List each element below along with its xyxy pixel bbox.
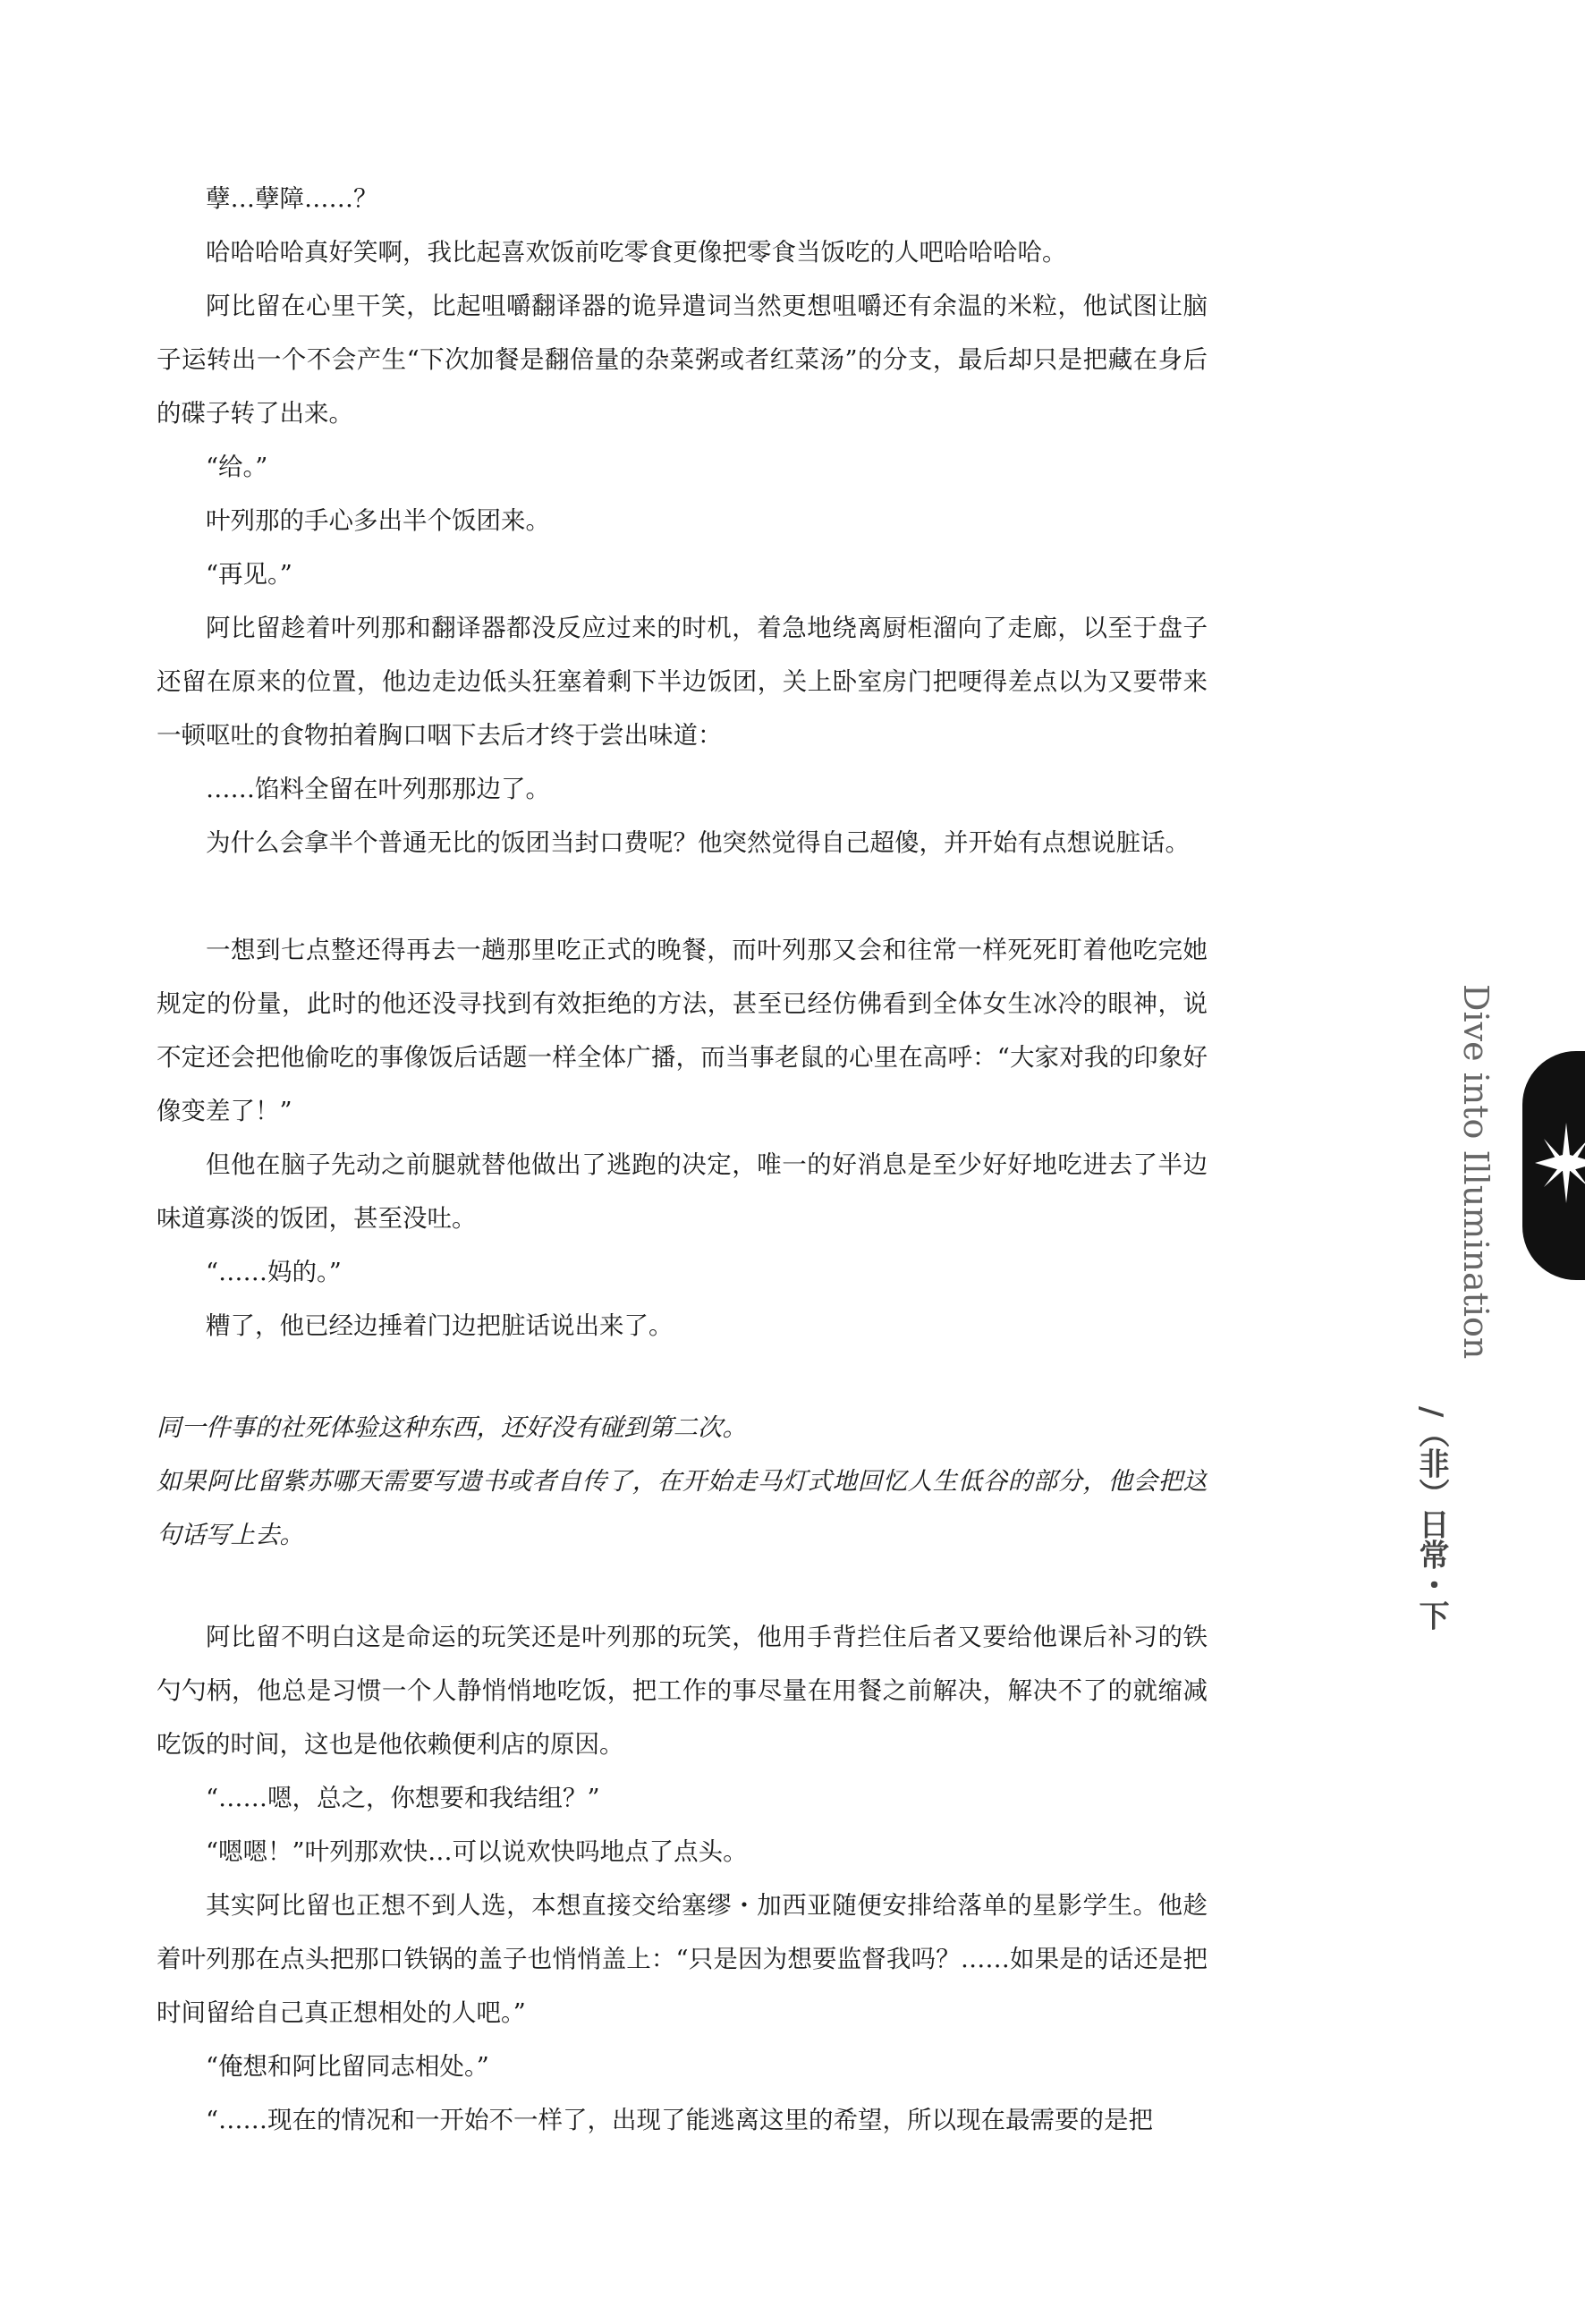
paragraph: 为什么会拿半个普通无比的饭团当封口费呢？他突然觉得自己超傻，并开始有点想说脏话。 xyxy=(206,828,1190,857)
paragraph: 孽…孽障……？ xyxy=(206,184,378,213)
paragraph: “嗯嗯！”叶列那欢快…可以说欢快吗地点了点头。 xyxy=(206,1837,748,1866)
starburst-icon xyxy=(1535,1123,1585,1203)
paragraph: 如果阿比留紫苏哪天需要写遗书或者自传了，在开始走马灯式地回忆人生低谷的部分，他会把这句话写上去。 xyxy=(157,1467,1208,1549)
section-gap xyxy=(157,1353,1208,1401)
paragraph: 同一件事的社死体验这种东西，还好没有碰到第二次。 xyxy=(157,1413,747,1442)
paragraph: “再见。” xyxy=(206,560,292,589)
text-block-2 xyxy=(157,1610,1208,2147)
paragraph: 阿比留趁着叶列那和翻译器都没反应过来的时机，着急地绕离厨柜溜向了走廊，以至于盘子还留在原来的位置，他边走边低头狂塞着剩下半边饭团，关上卧室房门把哽得差点以为又要带来一顿呕吐的食物拍着胸口咽下去后才终于尝出味道： xyxy=(157,614,1208,750)
paragraph: 阿比留不明白这是命运的玩笑还是叶列那的玩笑，他用手背拦住后者又要给他课后补习的铁勺勺柄，他总是习惯一个人静悄悄地吃饭，把工作的事尽量在用餐之前解决，解决不了的就缩减吃饭的时间，这也是他依赖便利店的原因。 xyxy=(157,1623,1208,1759)
text-block-1 xyxy=(157,172,1208,1353)
chapter-tab xyxy=(1522,1051,1585,1280)
paragraph: ……馅料全留在叶列那那边了。 xyxy=(206,775,550,803)
paragraph: 其实阿比留也正想不到人选，本想直接交给塞缪・加西亚随便安排给落单的星影学生。他趁着叶列那在点头把那口铁锅的盖子也悄悄盖上：“只是因为想要监督我吗？……如果是的话还是把时间留给自己真正想相处的人吧。” xyxy=(157,1891,1208,2027)
paragraph: 糟了，他已经边捶着门边把脏话说出来了。 xyxy=(206,1311,674,1340)
side-book-title: Dive into Illumination xyxy=(1456,984,1496,1360)
paragraph: “俺想和阿比留同志相处。” xyxy=(206,2052,489,2081)
paragraph: 但他在脑子先动之前腿就替他做出了逃跑的决定，唯一的好消息是至少好好地吃进去了半边味道寡淡的饭团，甚至没吐。 xyxy=(157,1150,1208,1233)
paragraph: 叶列那的手心多出半个饭团来。 xyxy=(206,506,550,535)
italic-block xyxy=(157,1401,1208,1562)
paragraph: “给。” xyxy=(206,453,268,481)
paragraph: 阿比留在心里干笑，比起咀嚼翻译器的诡异遣词当然更想咀嚼还有余温的米粒，他试图让脑子运转出一个不会产生“下次加餐是翻倍量的杂菜粥或者红菜汤”的分支，最后却只是把藏在身后的碟子转了出来。 xyxy=(157,292,1208,428)
paragraph: 一想到七点整还得再去一趟那里吃正式的晚餐，而叶列那又会和往常一样死死盯着他吃完她规定的份量，此时的他还没寻找到有效拒绝的方法，甚至已经仿佛看到全体女生冰冷的眼神，说不定还会把他偷吃的事像饭后话题一样全体广播，而当事老鼠的心里在高呼：“大家对我的印象好像变差了！” xyxy=(157,936,1208,1125)
side-book-subtitle: /（非）日常・下 xyxy=(1413,1406,1449,1631)
section-gap xyxy=(157,1562,1208,1610)
paragraph: “……嗯，总之，你想要和我结组？” xyxy=(206,1784,600,1812)
page-body xyxy=(157,172,1208,2147)
paragraph: “……妈的。” xyxy=(206,1258,342,1286)
paragraph: 哈哈哈哈真好笑啊，我比起喜欢饭前吃零食更像把零食当饭吃的人吧哈哈哈哈。 xyxy=(206,238,1067,267)
paragraph: “……现在的情况和一开始不一样了，出现了能逃离这里的希望，所以现在最需要的是把 xyxy=(206,2106,1154,2134)
